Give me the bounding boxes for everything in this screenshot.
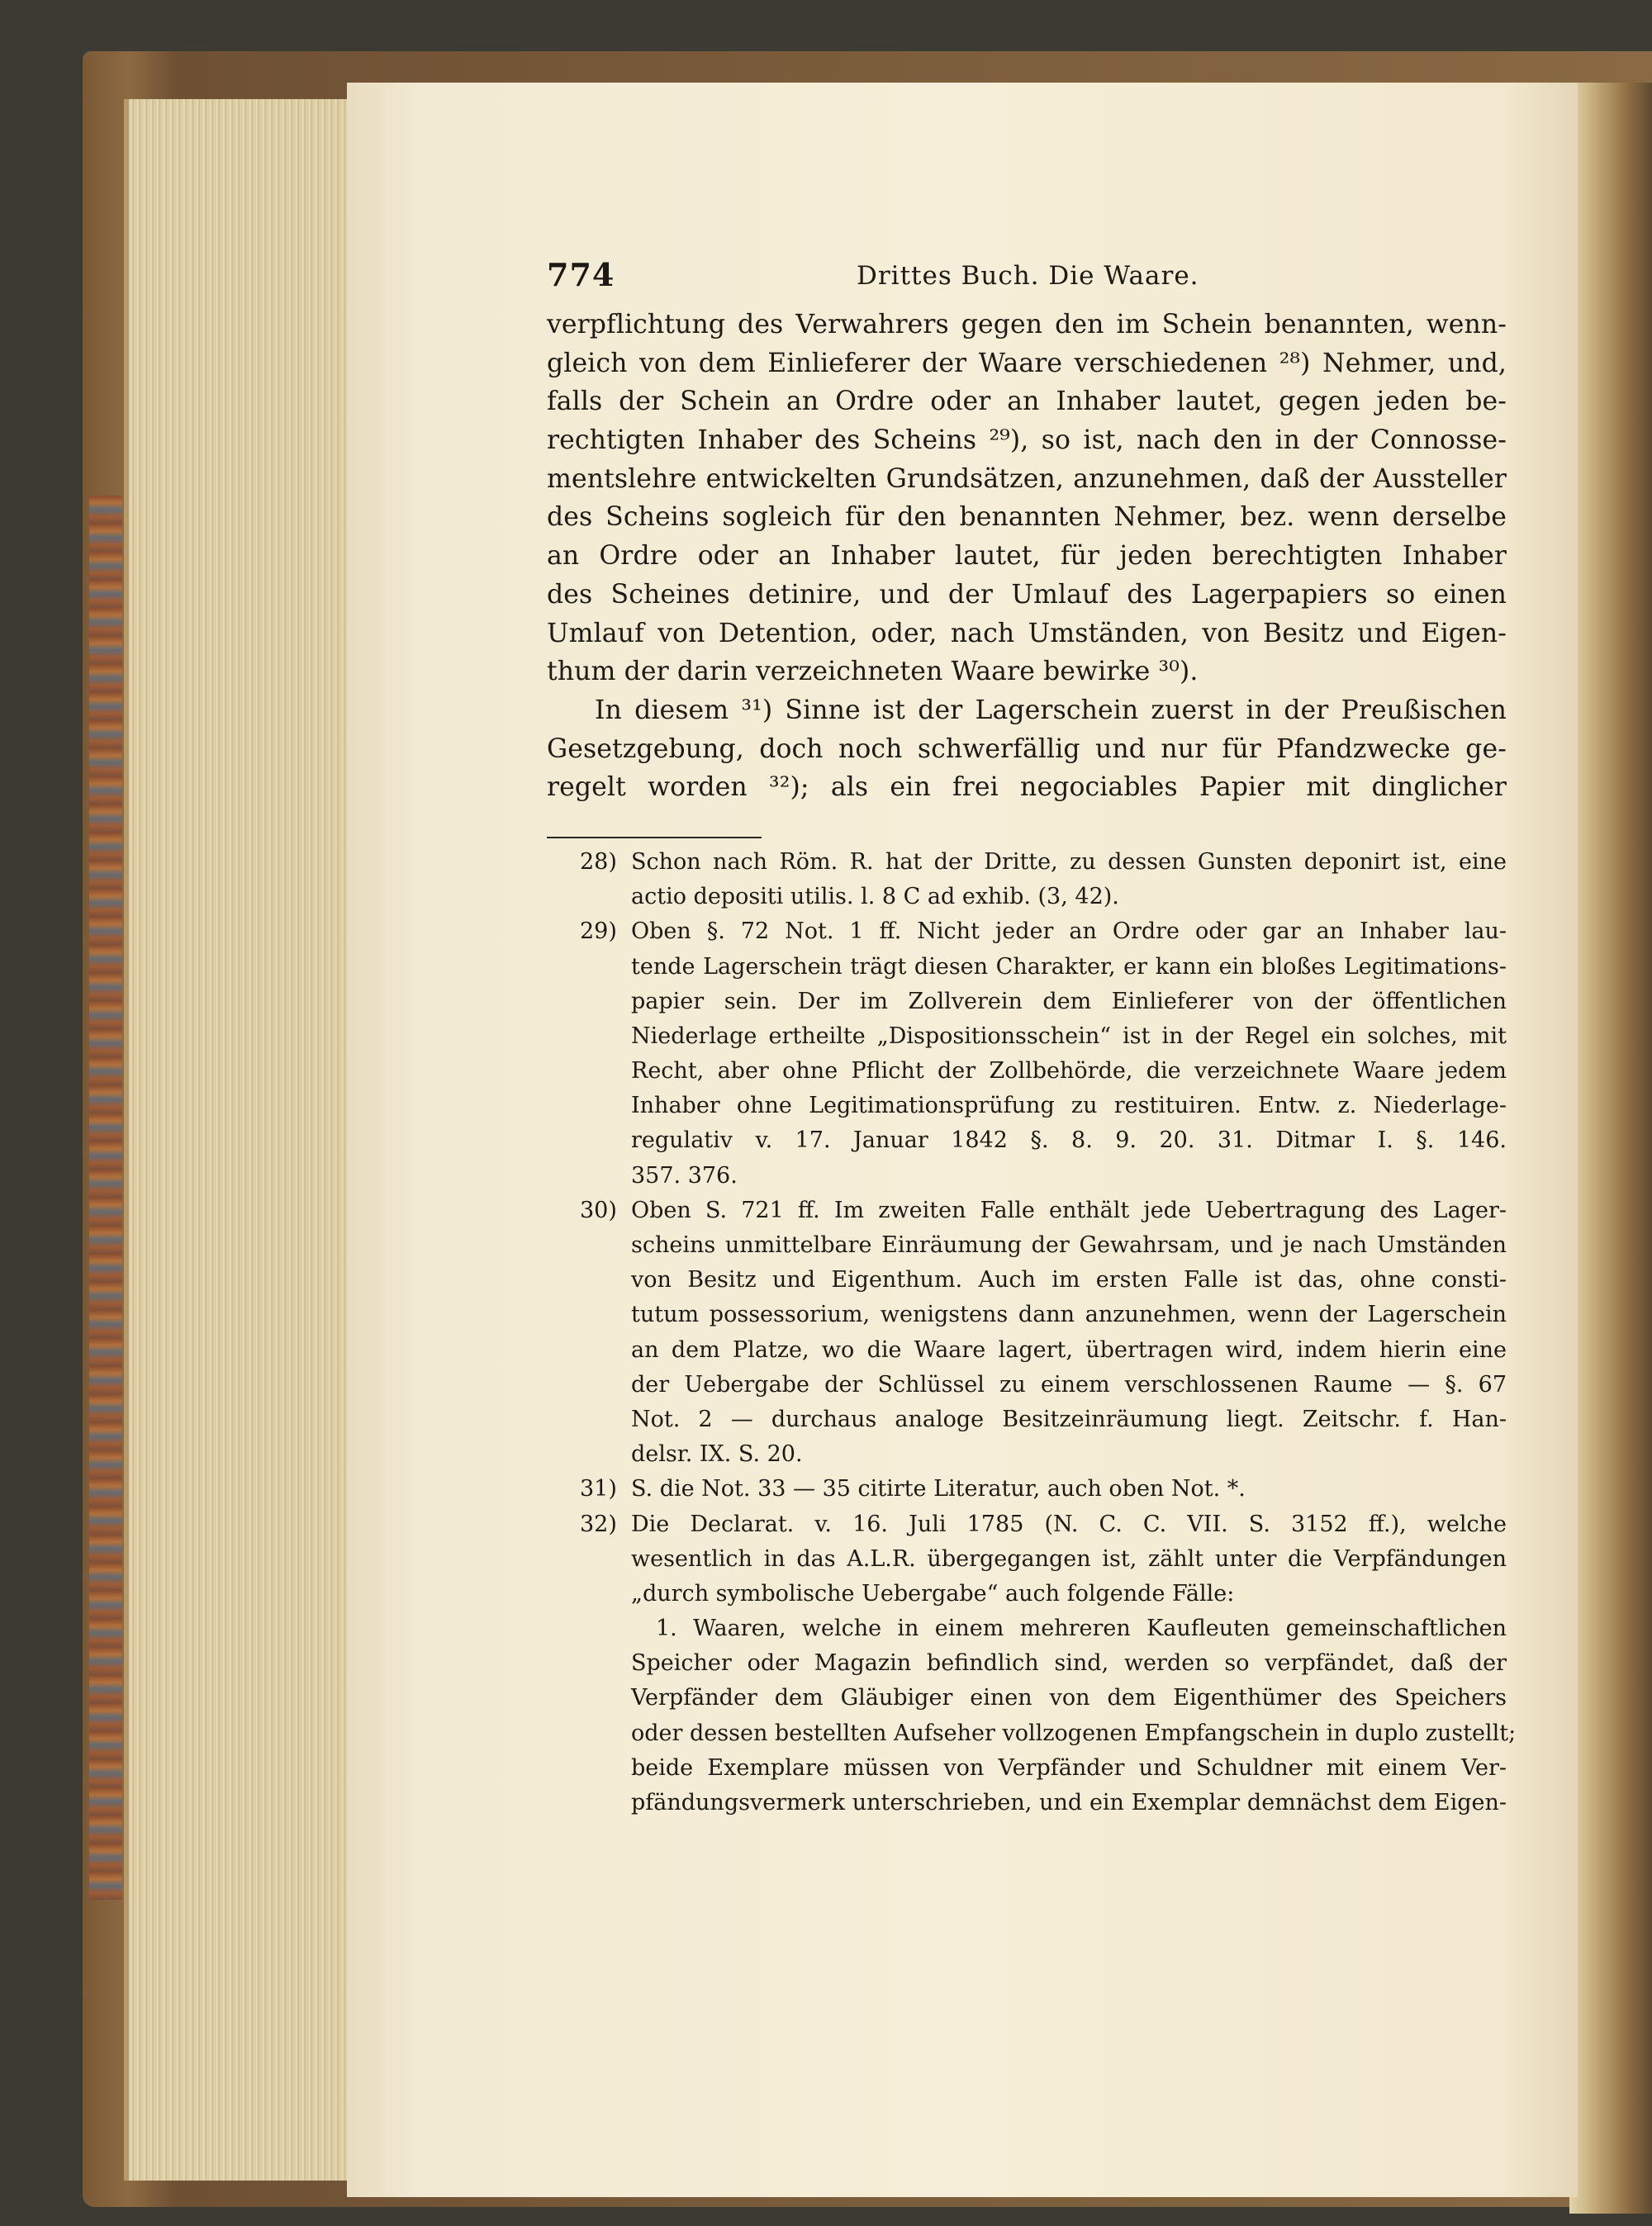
footnote-line: an dem Platze, wo die Waare lagert, übertragen wird, indem hierin eine [631, 1336, 1507, 1363]
footnote-line: Schon nach Röm. R. hat der Dritte, zu dessen Gunsten deponirt ist, eine [631, 848, 1507, 875]
body-line: gleich von dem Einlieferer der Waare verschiedenen ²⁸) Nehmer, und, [547, 348, 1507, 378]
body-line: falls der Schein an Ordre oder an Inhaber lautet, gegen jeden be- [547, 387, 1507, 417]
footnote-line: actio depositi utilis. l. 8 C ad exhib. (3, 42). [631, 884, 1119, 910]
body-line: mentslehre entwickelten Grundsätzen, anzunehmen, daß der Aussteller [547, 463, 1507, 494]
footnote-line: der Uebergabe der Schlüssel zu einem verschlossenen Raume — §. 67 [631, 1371, 1507, 1398]
footnote-rule [547, 837, 762, 838]
footnote-number: 31) [580, 1476, 617, 1502]
footnote-line: 1. Waaren, welche in einem mehreren Kaufleuten gemeinschaftlichen [656, 1616, 1507, 1642]
footnote-line: beide Exemplare müssen von Verpfänder und Schuldner mit einem Ver- [631, 1754, 1507, 1781]
running-head [547, 256, 1507, 306]
footnote-number: 29) [580, 918, 617, 945]
footnote-line: papier sein. Der im Zollverein dem Einlieferer von der öffentlichen [631, 988, 1507, 1014]
body-line: thum der darin verzeichneten Waare bewirke ³⁰). [547, 657, 1199, 687]
footnote-line: scheins unmittelbare Einräumung der Gewahrsam, und je nach Umständen [631, 1232, 1507, 1258]
right-page-edge [1569, 83, 1652, 2214]
footnote-line: delsr. IX. S. 20. [631, 1441, 803, 1468]
footnote-32 [547, 1507, 1517, 1821]
page-content [547, 256, 1517, 1820]
footnote-line: Verpfänder dem Gläubiger einen von dem Eigenthümer des Speichers [631, 1685, 1507, 1711]
footnote-line: oder dessen bestellten Aufseher vollzogenen Empfangschein in duplo zustellt; [631, 1720, 1517, 1746]
footnote-line: tende Lagerschein trägt diesen Charakter, er kann ein bloßes Legitimations- [631, 953, 1507, 980]
footnote-line: Niederlage ertheilte „Dispositionsschein“ ist in der Regel ein solches, mit [631, 1023, 1507, 1049]
footnote-line: wesentlich in das A.L.R. übergegangen ist, zählt unter die Verpfändungen [631, 1545, 1507, 1572]
footnotes [547, 845, 1517, 1820]
footnote-line: regulativ v. 17. Januar 1842 §. 8. 9. 20. 31. Ditmar I. §. 146. [631, 1127, 1507, 1154]
footnote-line: „durch symbolische Uebergabe“ auch folgende Fälle: [631, 1580, 1235, 1607]
marbled-edge [89, 496, 122, 1900]
body-line: rechtigten Inhaber des Scheins ²⁹), so ist, nach den in der Connosse- [547, 425, 1507, 456]
body-text [547, 306, 1507, 807]
footnote-line: tutum possessorium, wenigstens dann anzunehmen, wenn der Lagerschein [631, 1302, 1507, 1328]
footnote-number: 28) [580, 848, 617, 875]
body-line: verpflichtung des Verwahrers gegen den im Schein benannten, wenn- [547, 310, 1507, 339]
footnote-line: pfändungsvermerk unterschrieben, und ein Exemplar demnächst dem Eigen- [631, 1790, 1507, 1815]
body-line: des Scheins sogleich für den benannten Nehmer, bez. wenn derselbe [547, 502, 1507, 533]
footnote-29 [547, 914, 1507, 1194]
footnote-line: Die Declarat. v. 16. Juli 1785 (N. C. C. VII. S. 3152 ff.), welche [631, 1511, 1507, 1537]
footnote-line: S. die Not. 33 — 35 citirte Literatur, auch oben Not. *. [631, 1476, 1246, 1502]
footnote-number: 30) [580, 1197, 617, 1223]
footnote-line: Oben §. 72 Not. 1 ff. Nicht jeder an Ordre oder gar an Inhaber lau- [631, 918, 1507, 945]
footnote-30 [547, 1194, 1507, 1473]
footnote-line: 357. 376. [631, 1162, 738, 1189]
running-title: Drittes Buch. Die Waare. [857, 261, 1199, 291]
body-line: regelt worden ³²); als ein frei negociables Papier mit dinglicher [547, 772, 1507, 803]
body-line: Umlauf von Detention, oder, nach Umständen, von Besitz und Eigen- [547, 618, 1507, 648]
footnote-line: Not. 2 — durchaus analoge Besitzeinräumung liegt. Zeitschr. f. Han- [631, 1406, 1507, 1432]
body-line: des Scheines detinire, und der Umlauf des Lagerpapiers so einen [547, 579, 1507, 610]
footnote-line: von Besitz und Eigenthum. Auch im ersten Falle ist das, ohne consti- [631, 1267, 1507, 1293]
footnote-number: 32) [580, 1511, 617, 1537]
footnote-31 [547, 1472, 1507, 1507]
body-line: an Ordre oder an Inhaber lautet, für jeden berechtigten Inhaber [547, 541, 1507, 572]
footnote-line: Recht, aber ohne Pflicht der Zollbehörde, die verzeichnete Waare jedem [631, 1058, 1507, 1085]
page-edges [124, 99, 360, 2181]
footnote-line: Inhaber ohne Legitimationsprüfung zu restituiren. Entw. z. Niederlage- [631, 1093, 1507, 1119]
footnote-line: Oben S. 721 ff. Im zweiten Falle enthält jede Uebertragung des Lager- [631, 1197, 1507, 1223]
body-line: Gesetzgebung, doch noch schwerfällig und nur für Pfandzwecke ge- [547, 733, 1507, 764]
footnote-line: Speicher oder Magazin befindlich sind, werden so verpfändet, daß der [631, 1650, 1507, 1677]
footnote-28 [547, 845, 1507, 914]
body-line: In diesem ³¹) Sinne ist der Lagerschein zuerst in der Preußischen [595, 695, 1507, 725]
page-number: 774 [547, 256, 615, 293]
